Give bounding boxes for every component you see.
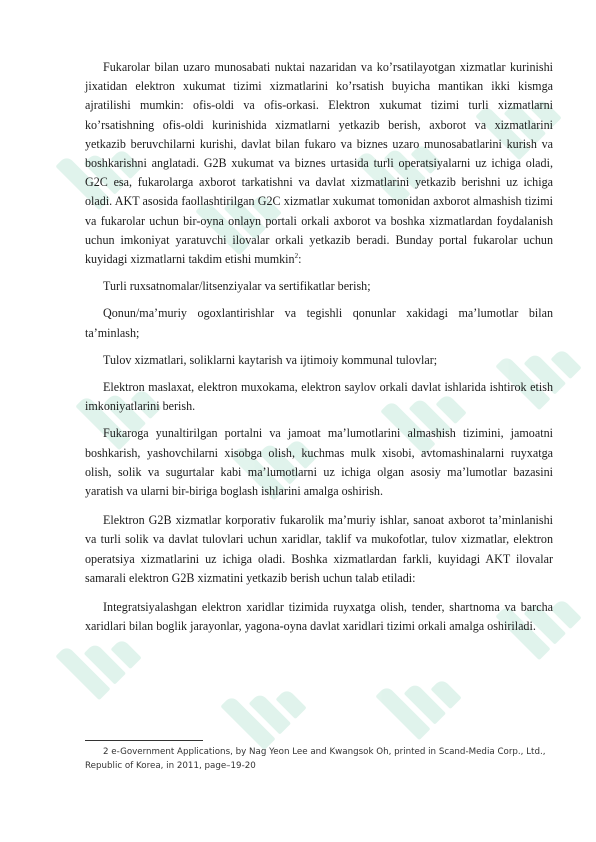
- paragraph-licenses: Turli ruxsatnomalar/litsenziyalar va sertifikatlar berish;: [103, 279, 371, 294]
- paragraph-payments: Tulov xizmatlari, soliklarni kaytarish va ijtimoiy kommunal tulovlar;: [103, 352, 438, 367]
- paragraph-legal-info: Qonun/ma’muriy ogoxlantirishlar va tegishli qonunlar xakidagi ma’lumotlar bilan ta’minlash;: [85, 306, 553, 340]
- paragraph-g2b-services: Elektron G2B xizmatlar korporativ fukarolik ma’muriy ishlar, sanoat axborot ta’minlanishi va turli solik va davlat tulovlari uchun xaridlar, taklif va mukofotlar, tulov xizmatlar, elektron operatsiya xizmatlarini uz ichiga oladi. Boshka xizmatlardan farkli, kuyidagi AKT ilovalar samarali elektron G2B xizmatini yetkazib berish uchun talab etiladi:: [85, 513, 553, 585]
- footnote-reference[interactable]: 2: [294, 252, 299, 260]
- paragraph-e-procurement: Integratsiyalashgan elektron xaridlar tizimida ruyxatga olish, tender, shartnoma va barcha xaridlari bilan boglik jarayonlar, yagona-oyna davlat xaridlari tizimi orkali amalga oshiriladi.: [85, 600, 553, 634]
- paragraph-citizen-portal: Fukaroga yunaltirilgan portalni va jamoat ma’lumotlarini almashish tizimini, jamoatni boshkarish, yashovchilarni xisobga olish, kuchmas mulk xisobi, avtomashinalarni ruyxatga olish, solik va sugurtalar kabi ma’lumotlarni uz ichiga olgan asosiy ma’lumotlar bazasini yaratish va ularni bir-biriga boglash ishlarini amalga oshirish.: [85, 426, 553, 499]
- logo-watermark: [366, 646, 465, 745]
- footnote-divider: [85, 740, 203, 741]
- paragraph-e-participation: Elektron maslaxat, elektron muxokama, elektron saylov orkali davlat ishlarida ishtirok etish imkoniyatlarini berish.: [85, 380, 553, 414]
- page-body: [85, 58, 553, 644]
- footnote: [85, 740, 553, 773]
- footnote-text: 2 e-Government Applications, by Nag Yeon Lee and Kwangsok Oh, printed in Scand-Media Corp., Ltd., Republic of Korea, in 2011, page–19-20: [85, 747, 546, 771]
- paragraph-intro: Fukarolar bilan uzaro munosabati nuktai nazaridan va ko’rsatilayotgan xizmatlar kurinishi jixatidan elektron xukumat tizimi xizmatlarini ko’rsatish buyicha mantikan ikki kismga ajratilishi mumkin: ofis-oldi va ofis-orkasi. Elektron xukumat tizimi turli xizmatlarni ko’rsatishning ofis-oldi kurinishida xizmatlarni yetkazib berish, axborot va xizmatlarini yetkazib beruvchilarni kurishi, davlat bilan fukaro va biznes uzaro munosabatlarini kurish va boshkarishni anglatadi. G2B xukumat va biznes urtasida turli operatsiyalarni uz ichiga oladi, G2C esa, fukarolarga axborot tarkatishni va davlat xizmatlarini yetkazib berishni uz ichiga oladi. AKT asosida faollashtirilgan G2C xizmatlar xukumat tomonidan axborot almashish tizimi va fukarolar uchun bir-oyna onlayn portali orkali axborot va boshka xizmatlardan foydalanish uchun imkoniyat yaratuvchi ilovalar orkali yetkazib beradi. Bunday portal fukarolar uchun kuyidagi xizmatlarni takdim etishi mumkin$^2$:: [85, 60, 553, 267]
